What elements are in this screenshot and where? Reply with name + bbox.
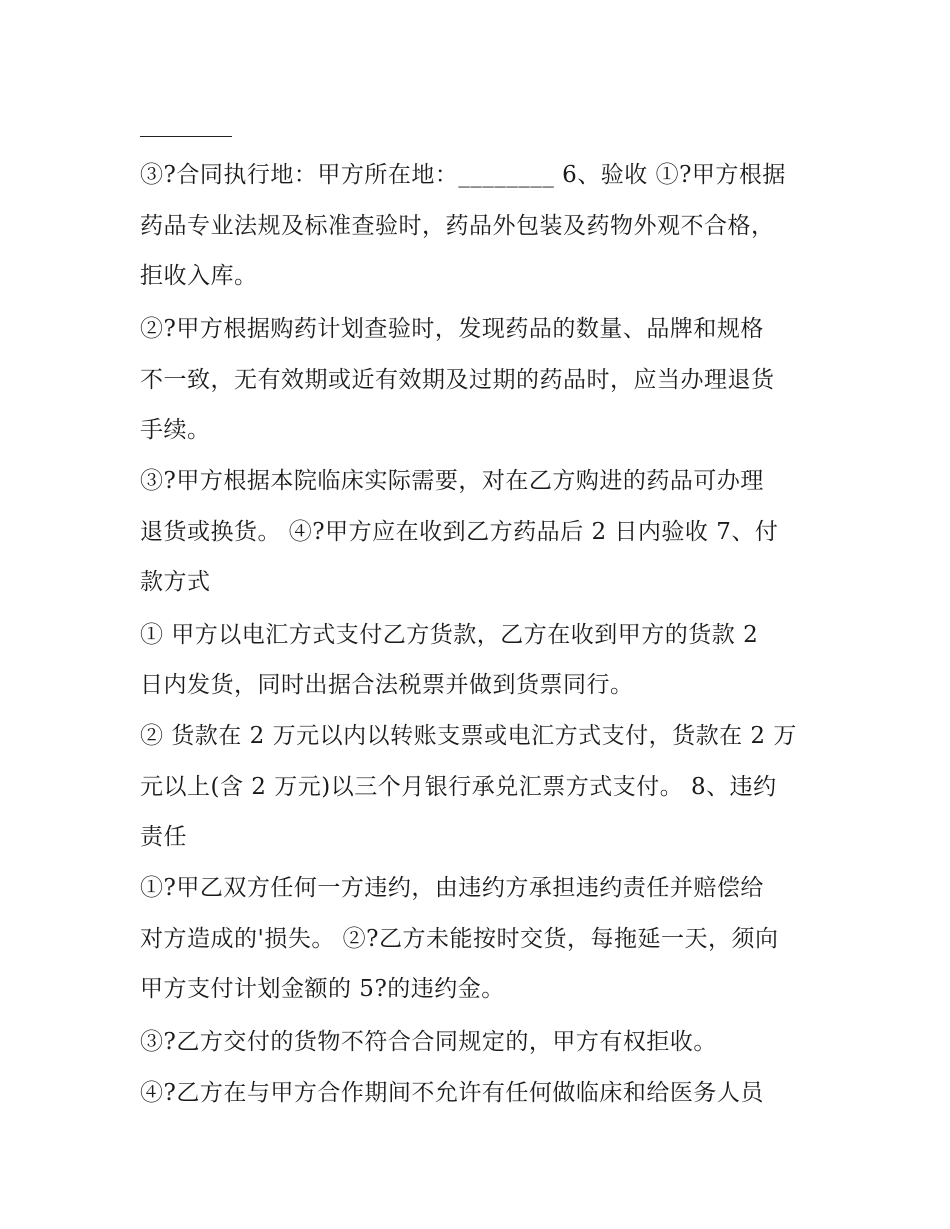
text-line: 对方造成的'损失。 ②?乙方未能按时交货，每拖延一天，须向 (140, 926, 779, 952)
text-line: 日内发货，同时出据合法税票并做到货票同行。 (140, 672, 634, 698)
text-line: ③?甲方根据本院临床实际需要，对在乙方购进的药品可办理 (140, 468, 764, 494)
text-line: 手续。 (140, 417, 211, 443)
text-line: ①?甲乙双方任何一方违约，由违约方承担违约责任并赔偿给 (140, 875, 764, 901)
text-line: 元以上(含 2 万元)以三个月银行承兑汇票方式支付。 8、违约 (140, 774, 777, 800)
text-line: 责任 (140, 824, 187, 850)
text-line: ②?甲方根据购药计划查验时，发现药品的数量、品牌和规格 (140, 316, 764, 342)
text-line: ③?合同执行地：甲方所在地：________ 6、验收 ①?甲方根据 (140, 162, 786, 188)
text-line: 拒收入库。 (140, 263, 258, 289)
text-line: 药品专业法规及标准查验时，药品外包装及药物外观不合格， (140, 213, 775, 239)
text-line: 退货或换货。 ④?甲方应在收到乙方药品后 2 日内验收 7、付 (140, 519, 779, 545)
fill-blank-rule (140, 136, 232, 137)
text-line: 不一致，无有效期或近有效期及过期的药品时，应当办理退货 (140, 367, 775, 393)
text-line: ② 货款在 2 万元以内以转账支票或电汇方式支付，货款在 2 万 (140, 723, 797, 749)
text-line: 甲方支付计划金额的 5?的违约金。 (140, 976, 505, 1002)
text-line: ① 甲方以电汇方式支付乙方货款，乙方在收到甲方的货款 2 (140, 622, 759, 648)
text-line: ④?乙方在与甲方合作期间不允许有任何做临床和给医务人员 (140, 1080, 764, 1106)
text-line: 款方式 (140, 569, 211, 595)
text-line: ③?乙方交付的货物不符合合同规定的，甲方有权拒收。 (140, 1029, 717, 1055)
